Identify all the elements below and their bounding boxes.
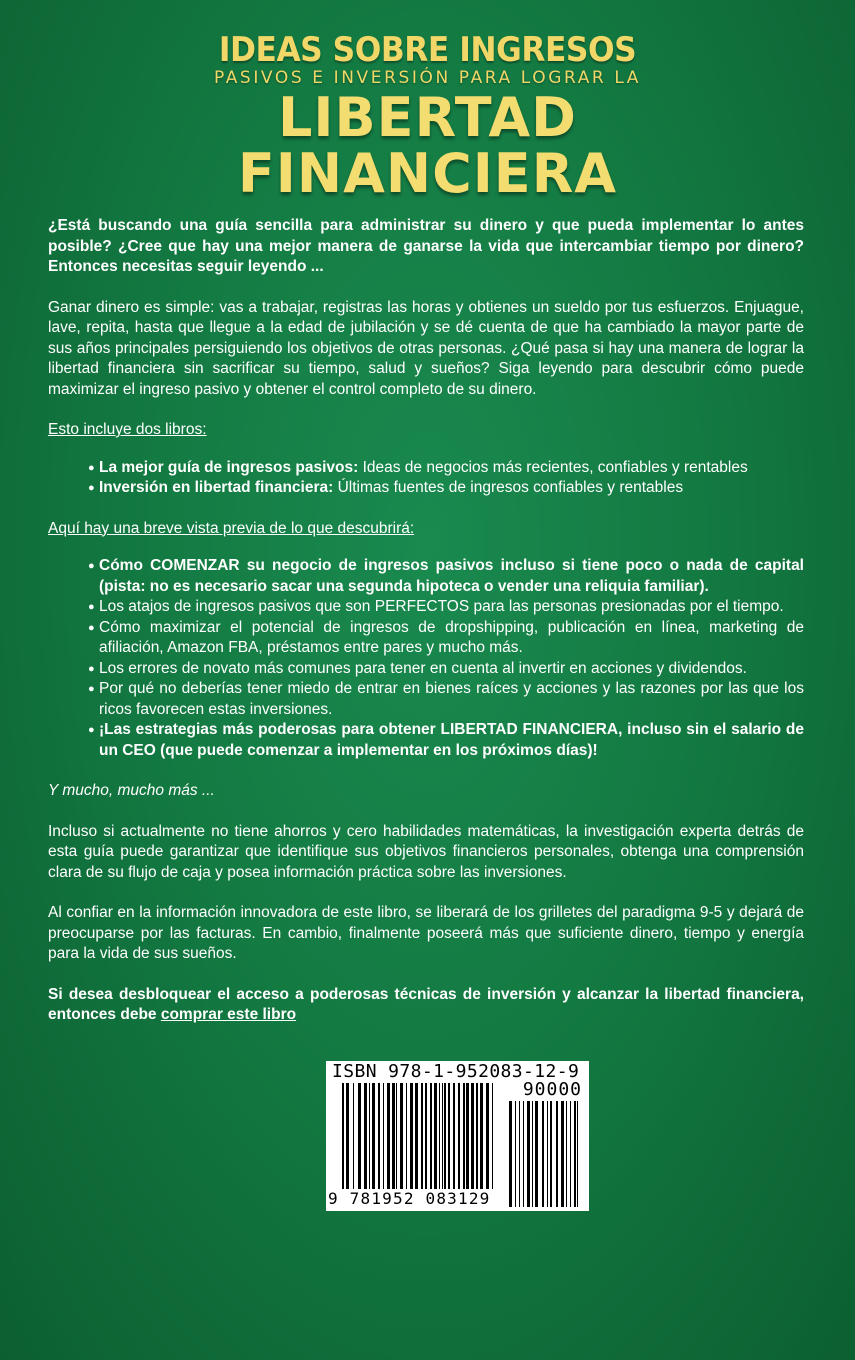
cta-paragraph bbox=[48, 985, 804, 1026]
barcode-bar bbox=[486, 1083, 489, 1189]
barcode-bar bbox=[458, 1083, 460, 1189]
barcode-bar bbox=[523, 1101, 524, 1207]
cta-text: Si desea desbloquear el acceso a poderosas técnicas de inversión y alcanzar la libertad financiera, entonces debe bbox=[48, 985, 804, 1023]
body-paragraph-3: Al confiar en la información innovadora de este libro, se liberará de los grilletes del paradigma 9-5 y dejará de preocuparse por las facturas. En cambio, finalmente poseerá más que suficiente dinero, tiempo y energía para la vida de sus sueños. bbox=[48, 904, 804, 962]
title-line-2: PASIVOS E INVERSIÓN PARA LOGRAR LA bbox=[213, 68, 642, 88]
barcode-bar bbox=[519, 1101, 520, 1207]
list-item: ● ¡Las estrategias más poderosas para obtener LIBERTAD FINANCIERA, incluso sin el salario de un CEO (que puede comenzar a implementar en los próximos días)! bbox=[88, 720, 804, 761]
preview-heading: Aquí hay una breve vista previa de lo que descubrirá: bbox=[48, 519, 415, 537]
barcode-bar bbox=[415, 1083, 418, 1189]
barcode-bar bbox=[577, 1101, 578, 1207]
cta-link[interactable]: comprar este libro bbox=[160, 1006, 297, 1023]
barcode-bar bbox=[372, 1083, 375, 1189]
barcode-bar bbox=[406, 1083, 407, 1189]
books-heading: Esto incluye dos libros: bbox=[48, 421, 207, 438]
barcode-bar bbox=[566, 1101, 567, 1207]
isbn-barcode bbox=[326, 1061, 589, 1211]
body-paragraph-2: Incluso si actualmente no tiene ahorros y cero habilidades matemáticas, la investigación experta detrás de esta guía puede garantizar que identifique sus objetivos financieros personales, obtenga una comprensión clara de su flujo de caja y posea información práctica sobre las inversiones. bbox=[48, 822, 804, 881]
barcode-bar bbox=[448, 1083, 450, 1189]
barcode-bar bbox=[421, 1083, 423, 1189]
title-line-3: LIBERTAD bbox=[278, 86, 577, 149]
barcode-bar bbox=[574, 1101, 576, 1207]
title-line-1: IDEAS SOBRE INGRESOS bbox=[218, 30, 637, 70]
ean-digits: 9 781952 083129 bbox=[328, 1189, 491, 1208]
book-title: Inversión en libertad financiera: bbox=[99, 479, 334, 496]
barcode-bar bbox=[434, 1083, 437, 1189]
barcode-bar bbox=[570, 1101, 571, 1207]
barcode-bar bbox=[410, 1083, 413, 1189]
barcode-bar bbox=[476, 1083, 478, 1189]
barcode-bar bbox=[444, 1083, 446, 1189]
barcode-bar bbox=[453, 1083, 455, 1189]
barcode-bar bbox=[425, 1083, 427, 1189]
barcode-bar bbox=[480, 1083, 483, 1189]
barcode-bar bbox=[387, 1083, 390, 1189]
book-title: La mejor guía de ingresos pasivos: bbox=[99, 458, 359, 476]
barcode-bar bbox=[400, 1083, 403, 1189]
barcode-bar bbox=[442, 1083, 443, 1189]
barcode-bar bbox=[353, 1083, 354, 1189]
list-item: ● Los atajos de ingresos pasivos que son PERFECTOS para las personas presionadas por el tiempo. bbox=[88, 597, 804, 618]
barcode-bar bbox=[383, 1083, 384, 1189]
title-line-4: FINANCIERA bbox=[237, 142, 618, 205]
book-desc: Últimas fuentes de ingresos confiables y rentables bbox=[333, 479, 684, 496]
barcode-bar bbox=[547, 1101, 548, 1207]
barcode-bar bbox=[378, 1083, 380, 1189]
barcode-bar bbox=[556, 1101, 558, 1207]
books-list bbox=[48, 458, 804, 499]
barcode-bar bbox=[561, 1101, 564, 1207]
list-item: ● Cómo maximizar el potencial de ingresos de dropshipping, publicación en línea, marketing de afiliación, Amazon FBA, préstamos entre pares y mucho más. bbox=[88, 618, 804, 659]
barcode-bar bbox=[532, 1101, 533, 1207]
barcode-bar bbox=[515, 1101, 516, 1207]
barcode-bar bbox=[527, 1101, 530, 1207]
barcode-bar bbox=[364, 1083, 367, 1189]
more-text: Y mucho, mucho más ... bbox=[48, 782, 215, 799]
book-desc: Ideas de negocios más recientes, confiables y rentables bbox=[358, 458, 748, 476]
back-cover-text bbox=[48, 216, 804, 1026]
barcode-bar bbox=[342, 1083, 344, 1189]
intro-paragraph: ¿Está buscando una guía sencilla para administrar su dinero y que pueda implementar lo antes posible? ¿Cree que hay una mejor manera de ganarse la vida que intercambiar tiempo por dinero? Entonces necesitas seguir leyendo ... bbox=[48, 217, 804, 275]
barcode-bar bbox=[430, 1083, 432, 1189]
barcode-bar bbox=[392, 1083, 395, 1189]
barcode-bar bbox=[358, 1083, 361, 1189]
list-item bbox=[88, 478, 804, 499]
barcode-bar bbox=[369, 1083, 370, 1189]
body-paragraph-1: Ganar dinero es simple: vas a trabajar, registras las horas y obtienes un sueldo por tus esfuerzos. Enjuague, lave, repita, hasta que llegue a la edad de jubilación y se dé cuenta de que ha cambiado la mayor parte de sus años principales persiguiendo los objetivos de otras personas. ¿Qué pasa si hay una manera de lograr la libertad financiera sin sacrificar su tiempo, salud y sueños? Siga leyendo para descubrir cómo puede maximizar el ingreso pasivo y obtener el control completo de su dinero. bbox=[48, 298, 804, 398]
price-code: 90000 bbox=[522, 1079, 582, 1100]
barcode-bar bbox=[492, 1083, 493, 1189]
isbn-label: ISBN 978-1-952083-12-9 bbox=[332, 1061, 580, 1082]
barcode-bar bbox=[542, 1101, 544, 1207]
barcode-bar bbox=[463, 1083, 465, 1189]
barcode-bar bbox=[535, 1101, 538, 1207]
list-item: ● Cómo COMENZAR su negocio de ingresos pasivos incluso si tiene poco o nada de capital (pista: no es necesario sacar una segunda hipoteca o vender una reliquia familiar). bbox=[88, 556, 804, 597]
list-item: ● Por qué no deberías tener miedo de entrar en bienes raíces y acciones y las razones por las que los ricos favorecen estas inversiones. bbox=[88, 679, 804, 720]
list-item: ● Los errores de novato más comunes para tener en cuenta al invertir en acciones y dividendos. bbox=[88, 659, 804, 680]
barcode-bar bbox=[466, 1083, 469, 1189]
list-item bbox=[88, 458, 804, 479]
barcode-bar bbox=[509, 1101, 512, 1207]
title-block bbox=[0, 30, 855, 205]
preview-list bbox=[48, 556, 804, 761]
barcode-bar bbox=[550, 1101, 552, 1207]
barcode-bar bbox=[346, 1083, 349, 1189]
barcode-bar bbox=[439, 1083, 440, 1189]
barcode-bar bbox=[396, 1083, 397, 1189]
barcode-bar bbox=[471, 1083, 474, 1189]
